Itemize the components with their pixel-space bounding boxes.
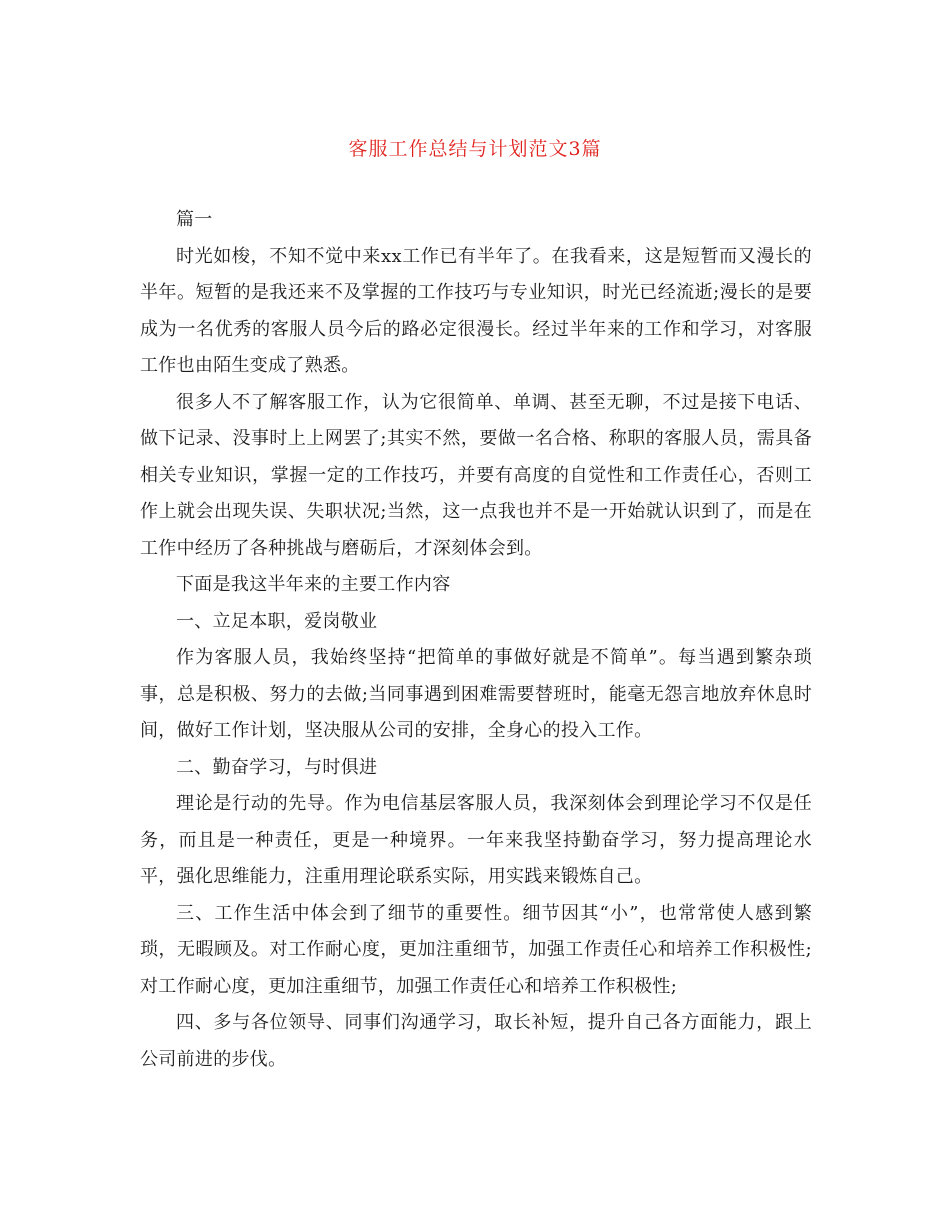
- subheading: 二、勤奋学习，与时俱进: [176, 756, 378, 778]
- paragraph: 很多人不了解客服工作，认为它很简单、单调、甚至无聊，不过是接下电话、做下记录、没事时上上网罢了;其实不然，要做一名合格、称职的客服人员，需具备相关专业知识，掌握一定的工作技巧，并要有高度的自觉性和工作责任心，否则工作上就会出现失误、失职状况;当然，这一点我也并不是一开始就认识到了，而是在工作中经历了各种挑战与磨砺后，才深刻体会到。: [140, 391, 812, 559]
- paragraph: 时光如梭，不知不觉中来xx工作已有半年了。在我看来，这是短暂而又漫长的半年。短暂的是我还来不及掌握的工作技巧与专业知识，时光已经流逝;漫长的是要成为一名优秀的客服人员今后的路必定很漫长。经过半年来的工作和学习，对客服工作也由陌生变成了熟悉。: [140, 245, 812, 376]
- paragraph: 四、多与各位领导、同事们沟通学习，取长补短，提升自己各方面能力，跟上公司前进的步伐。: [140, 1012, 812, 1070]
- paragraph: 理论是行动的先导。作为电信基层客服人员，我深刻体会到理论学习不仅是任务，而且是一种责任，更是一种境界。一年来我坚持勤奋学习，努力提高理论水平，强化思维能力，注重用理论联系实际，用实践来锻炼自己。: [140, 793, 812, 887]
- subheading: 一、立足本职，爱岗敬业: [176, 610, 378, 632]
- paragraph: 作为客服人员，我始终坚持“把简单的事做好就是不简单”。每当遇到繁杂琐事，总是积极、努力的去做;当同事遇到困难需要替班时，能毫无怨言地放弃休息时间，做好工作计划，坚决服从公司的安排，全身心的投入工作。: [140, 647, 812, 741]
- paragraph: 三、工作生活中体会到了细节的重要性。细节因其“小”，也常常使人感到繁琐，无暇顾及。对工作耐心度，更加注重细节，加强工作责任心和培养工作积极性;对工作耐心度，更加注重细节，加强工作责任心和培养工作积极性;: [140, 902, 812, 997]
- document-title: 客服工作总结与计划范文3篇: [348, 138, 602, 160]
- paragraph: 下面是我这半年来的主要工作内容: [176, 574, 451, 595]
- document-body: [140, 202, 812, 1078]
- section-heading: 篇一: [176, 209, 213, 230]
